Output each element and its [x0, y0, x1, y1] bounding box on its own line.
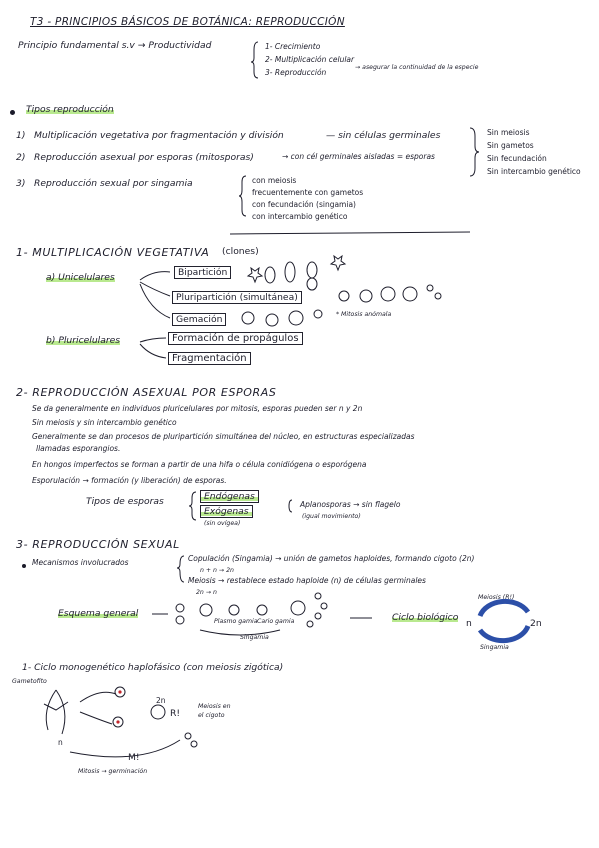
separator-line [230, 232, 470, 234]
ciclo1-r: R! [170, 708, 181, 719]
principle-item-2: 2- Multiplicación celular [265, 55, 355, 64]
tipos-heading: Tipos reproducción [26, 104, 114, 115]
gametophyte-icon [44, 690, 68, 734]
ciclo-bio-label: Ciclo biológico [392, 612, 459, 623]
brace-icon [251, 42, 258, 78]
gamete-icon [176, 604, 184, 612]
principle-label: Principio fundamental s.v → Productividad [18, 40, 212, 51]
cell-icon [285, 262, 295, 282]
meiosis-note-1: Meiosis en [198, 703, 231, 710]
brace-icon [189, 492, 196, 520]
sec3-heading: 3- REPRODUCCIÓN SEXUAL [16, 538, 180, 551]
page-title: T3 - PRINCIPIOS BÁSICOS DE BOTÁNICA: REPRODUCCIÓN [30, 16, 345, 28]
arrow-icon [140, 344, 166, 358]
tipo-text-2: Reproducción asexual por esporas (mitosporas) [34, 152, 254, 163]
copulacion-text: Copulación (Singamia) → unión de gametos haploides, formando cigoto (2n) [188, 554, 475, 563]
cycle-n: n [466, 618, 472, 629]
ciclo1-2n: 2n [156, 696, 166, 705]
ciclo1-n: n [58, 738, 63, 747]
cycle-arc-icon [480, 626, 528, 641]
sexual-trait-1: con meiosis [252, 176, 297, 185]
ciclo1-bottom: Mitosis → germinación [78, 768, 148, 775]
espora-endogenas: Endógenas [200, 490, 259, 503]
cycle-arc-icon [480, 601, 528, 616]
esquema-label: Esquema general [58, 608, 139, 619]
principle-item-3: 3- Reproducción [265, 68, 327, 77]
cell-icon [403, 287, 417, 301]
meiosis-text: Meiosis → restablece estado haploide (n) de células germinales [188, 576, 426, 585]
summary-4: Sin intercambio genético [487, 167, 581, 176]
sec1-subtitle: (clones) [222, 246, 259, 257]
tipo-num-1: 1) [16, 130, 26, 141]
ciclo1-heading: 1- Ciclo monogenético haplofásico (con meiosis zigótica) [22, 662, 284, 673]
brace-icon [177, 556, 184, 582]
principle-note: → asegurar la continuidad de la especie [355, 64, 479, 71]
summary-3: Sin fecundación [487, 154, 547, 163]
tipo-result-2: → con cél germinales aisladas = esporas [282, 152, 435, 161]
brace-icon [239, 176, 246, 216]
spore-icon [321, 603, 327, 609]
brace-icon [289, 500, 292, 512]
tipos-esporas-label: Tipos de esporas [86, 496, 164, 507]
pluri-label: b) Pluricelulares [46, 335, 121, 346]
meiosis-sub: 2n → n [196, 589, 217, 596]
zygote-icon [151, 705, 165, 719]
sec2-line-4: llamadas esporangios. [36, 444, 121, 453]
spore-icon [185, 733, 191, 739]
principle-item-1: 1- Crecimiento [265, 42, 321, 51]
zygote-icon [291, 601, 305, 615]
unicel-label: a) Unicelulares [46, 272, 115, 283]
sexual-trait-4: con intercambio genético [252, 212, 348, 221]
tipo-result-1: — sin células germinales [326, 130, 441, 141]
gamete-icon [176, 616, 184, 624]
spore-icon [315, 613, 321, 619]
cell-icon [248, 268, 262, 282]
sec2-line-6: Esporulación → formación (y liberación) de esporas. [32, 476, 227, 485]
arrow-icon [70, 740, 180, 757]
arrow-icon [140, 284, 170, 318]
method-biparticion: Bipartición [174, 266, 231, 279]
method-fragmentacion: Fragmentación [168, 352, 251, 365]
spore-icon [315, 593, 321, 599]
sec2-line-2: Sin meiosis y sin intercambio genético [32, 418, 177, 427]
spore-icon [191, 741, 197, 747]
esquema-plasmo: Plasmo gamia [214, 618, 258, 625]
cell-icon [435, 293, 441, 299]
cycle-2n: 2n [530, 618, 542, 629]
aplano-label: Aplanosporas → sin flagelo [300, 500, 401, 509]
sec2-line-5: En hongos imperfectos se forman a partir de una hifa o célula conidiógena o esporógena [32, 460, 367, 469]
summary-1: Sin meiosis [487, 128, 530, 137]
copulacion-sub: n + n → 2n [200, 567, 234, 574]
tipo-num-3: 3) [16, 178, 26, 189]
cell-icon [314, 310, 322, 318]
arrow-icon [140, 338, 166, 342]
cell-icon [242, 312, 254, 324]
cell-icon [289, 311, 303, 325]
mech-label: Mecanismos involucrados [32, 558, 129, 567]
arrow-icon [80, 692, 116, 702]
spore-icon [307, 621, 313, 627]
exo-note: (sin ovígea) [204, 520, 241, 527]
cell-icon [381, 287, 395, 301]
espora-exogenas: Exógenas [200, 505, 253, 518]
bracket-icon [200, 630, 280, 635]
cell-icon [265, 267, 275, 283]
tipo-text-1: Multiplicación vegetativa por fragmentación y división [34, 130, 284, 141]
tipo-num-2: 2) [16, 152, 26, 163]
method-gemacion: Gemación [172, 313, 226, 326]
sec1-heading: 1- MULTIPLICACIÓN VEGETATIVA [16, 246, 210, 259]
tipo-text-3: Reproducción sexual por singamia [34, 178, 193, 189]
cell-icon [307, 262, 317, 278]
sec2-line-3: Generalmente se dan procesos de pluripartición simultánea del núcleo, en estructuras especializadas [32, 432, 415, 441]
brace-icon [470, 128, 479, 176]
cycle-bottom: Singamia [480, 644, 509, 651]
summary-2: Sin gametos [487, 141, 534, 150]
cell-icon [360, 290, 372, 302]
ciclo1-m: M! [128, 752, 140, 763]
arrow-icon [80, 712, 112, 724]
zygote-icon [257, 605, 267, 615]
method-propagulos: Formación de propágulos [168, 332, 303, 345]
sexual-trait-3: con fecundación (singamia) [252, 200, 356, 209]
cell-icon [200, 604, 212, 616]
cycle-top: Meiosis (R!) [478, 594, 515, 601]
cell-icon [331, 256, 345, 270]
meiosis-note-2: el cigoto [198, 712, 225, 719]
arrow-icon [140, 272, 170, 280]
method-pluriparticion: Pluripartición (simultánea) [172, 291, 302, 304]
mitosis-note: * Mitosis anómala [336, 311, 392, 318]
sexual-trait-2: frecuentemente con gametos [252, 188, 364, 197]
cell-icon [427, 285, 433, 291]
gametofito-label: Gametofito [12, 678, 47, 685]
cell-icon [266, 314, 278, 326]
esquema-singamia: Singamia [240, 634, 269, 641]
aplano-note: (igual movimiento) [302, 513, 361, 520]
sec2-line-1: Se da generalmente en individuos pluricelulares por mitosis, esporas pueden ser n y 2n [32, 404, 363, 413]
sec2-heading: 2- REPRODUCCIÓN ASEXUAL POR ESPORAS [16, 386, 277, 399]
cell-icon [229, 605, 239, 615]
esquema-cario: Cario gamia [257, 618, 295, 625]
cell-icon [339, 291, 349, 301]
cell-icon [307, 278, 317, 290]
